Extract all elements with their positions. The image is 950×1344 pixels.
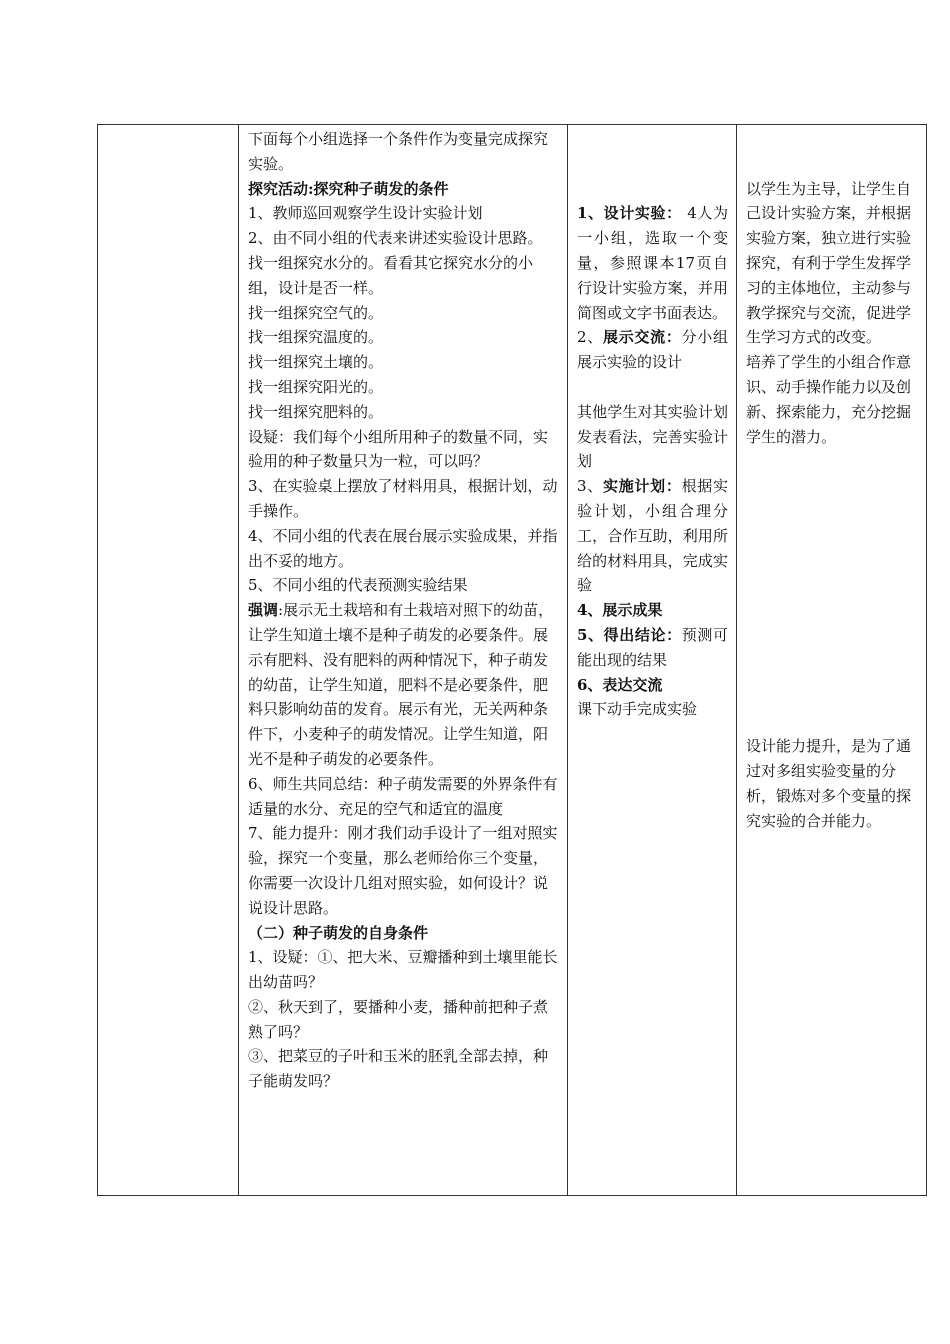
question-text: 1、设疑：①、把大米、豆瓣播种到土壤里能长出幼苗吗？ xyxy=(248,948,558,992)
emphasis-paragraph xyxy=(248,598,559,772)
question-text: ③、把菜豆的子叶和玉米的胚乳全部去掉，种子能萌发吗？ xyxy=(248,1047,549,1091)
step-text: 4、不同小组的代表在展台展示实验成果，并指出不妥的地方。 xyxy=(248,526,558,570)
intro-text: 下面每个小组选择一个条件作为变量完成探究实验。 xyxy=(248,130,549,173)
step-label: 1、设计实验： xyxy=(577,204,682,223)
spacer xyxy=(577,152,728,177)
stage-column-cell xyxy=(98,125,239,1196)
step-text: 2、由不同小组的代表来讲述实验设计思路。 xyxy=(248,229,543,248)
student-step: 6、表达交流 xyxy=(577,675,663,694)
emphasis-text: :展示无土栽培和有土栽培对照下的幼苗，让学生知道土壤不是种子萌发的必要条件。展示有肥料、没有肥料的两种情况下，种子萌发的幼苗，让学生知道，肥料不是必要条件，肥料只影响幼苗的发育。展示有光，无关两种条件下，小麦种子的萌发情况。让学生知道，阳光不是种子萌发的必要条件。 xyxy=(248,601,554,768)
intent-text: 以学生为主导，让学生自己设计实验方案，并根据实验方案，独立进行实验探究，有利于学生发挥学习的主体地位，主动参与教学探究与交流，促进学生学习方式的改变。 xyxy=(746,179,912,347)
step-text: 根据实验计划，小组合理分工，合作互助，利用所给的材料用具，完成实验 xyxy=(577,477,728,595)
find-group-text: 找一组探究阳光的。 xyxy=(248,377,384,396)
student-step xyxy=(577,474,728,598)
spacer xyxy=(577,127,728,152)
lesson-plan-table xyxy=(97,124,927,1196)
step-label: 实施计划： xyxy=(602,477,682,496)
step-text: 分小组展示实验的设计 xyxy=(577,328,728,372)
teacher-activity-cell xyxy=(239,125,568,1196)
intent-text: 设计能力提升，是为了通过对多组实验变量的分析，锻炼对多个变量的探究实验的合并能力。 xyxy=(746,737,912,830)
student-activity-cell xyxy=(568,125,737,1196)
step-label: 5、得出结论： xyxy=(577,625,682,644)
step-prefix: 3、 xyxy=(577,477,603,496)
step-prefix: 2、 xyxy=(577,328,603,347)
question-text: ②、秋天到了，要播种小麦，播种前把种子煮熟了吗？ xyxy=(248,997,549,1041)
step-label: 展示交流： xyxy=(602,328,682,347)
step-text: 4人为一小组，选取一个变量，参照课本17页自行设计实验方案，并用简图或文字书面表达。 xyxy=(577,204,728,322)
student-step: 4、展示成果 xyxy=(577,601,663,620)
activity-heading: 探究活动:探究种子萌发的条件 xyxy=(248,179,449,198)
spacer xyxy=(746,127,918,152)
find-group-text: 找一组探究肥料的。 xyxy=(248,402,384,421)
intent-text: 培养了学生的小组合作意识、动手操作能力以及创新、探索能力，充分挖掘学生的潜力。 xyxy=(746,353,912,446)
student-step-text: 课下动手完成实验 xyxy=(577,700,698,719)
spacer xyxy=(746,152,918,177)
step-text: 7、能力提升：刚才我们动手设计了一组对照实验，探究一个变量，那么老师给你三个变量，你需要一次设计几组对照实验，如何设计？说说设计思路。 xyxy=(248,824,558,917)
design-intent-cell xyxy=(737,125,927,1196)
student-step-text: 其他学生对其实验计划发表看法，完善实验计划 xyxy=(577,402,728,471)
step-text: 5、不同小组的代表预测实验结果 xyxy=(248,576,468,595)
student-step xyxy=(577,201,728,325)
section-heading: （二）种子萌发的自身条件 xyxy=(248,923,429,942)
find-group-text: 找一组探究水分的。看看其它探究水分的小组，设计是否一样。 xyxy=(248,253,534,297)
find-group-text: 找一组探究土壤的。 xyxy=(248,353,384,372)
emphasis-label: 强调 xyxy=(248,601,279,620)
step-text: 预测可能出现的结果 xyxy=(577,625,728,669)
spacer xyxy=(577,177,728,202)
question-text: 设疑：我们每个小组所用种子的数量不同，实验用的种子数量只为一粒，可以吗？ xyxy=(248,427,549,471)
table-row xyxy=(98,125,927,1196)
find-group-text: 找一组探究空气的。 xyxy=(248,303,384,322)
step-text: 1、教师巡回观察学生设计实验计划 xyxy=(248,204,483,223)
student-step xyxy=(577,325,728,375)
spacer xyxy=(746,449,918,734)
step-text: 6、师生共同总结：种子萌发需要的外界条件有适量的水分、充足的空气和适宜的温度 xyxy=(248,774,558,818)
step-text: 3、在实验桌上摆放了材料用具，根据计划，动手操作。 xyxy=(248,477,558,520)
spacer xyxy=(577,375,728,400)
find-group-text: 找一组探究温度的。 xyxy=(248,328,384,347)
student-step xyxy=(577,623,728,673)
